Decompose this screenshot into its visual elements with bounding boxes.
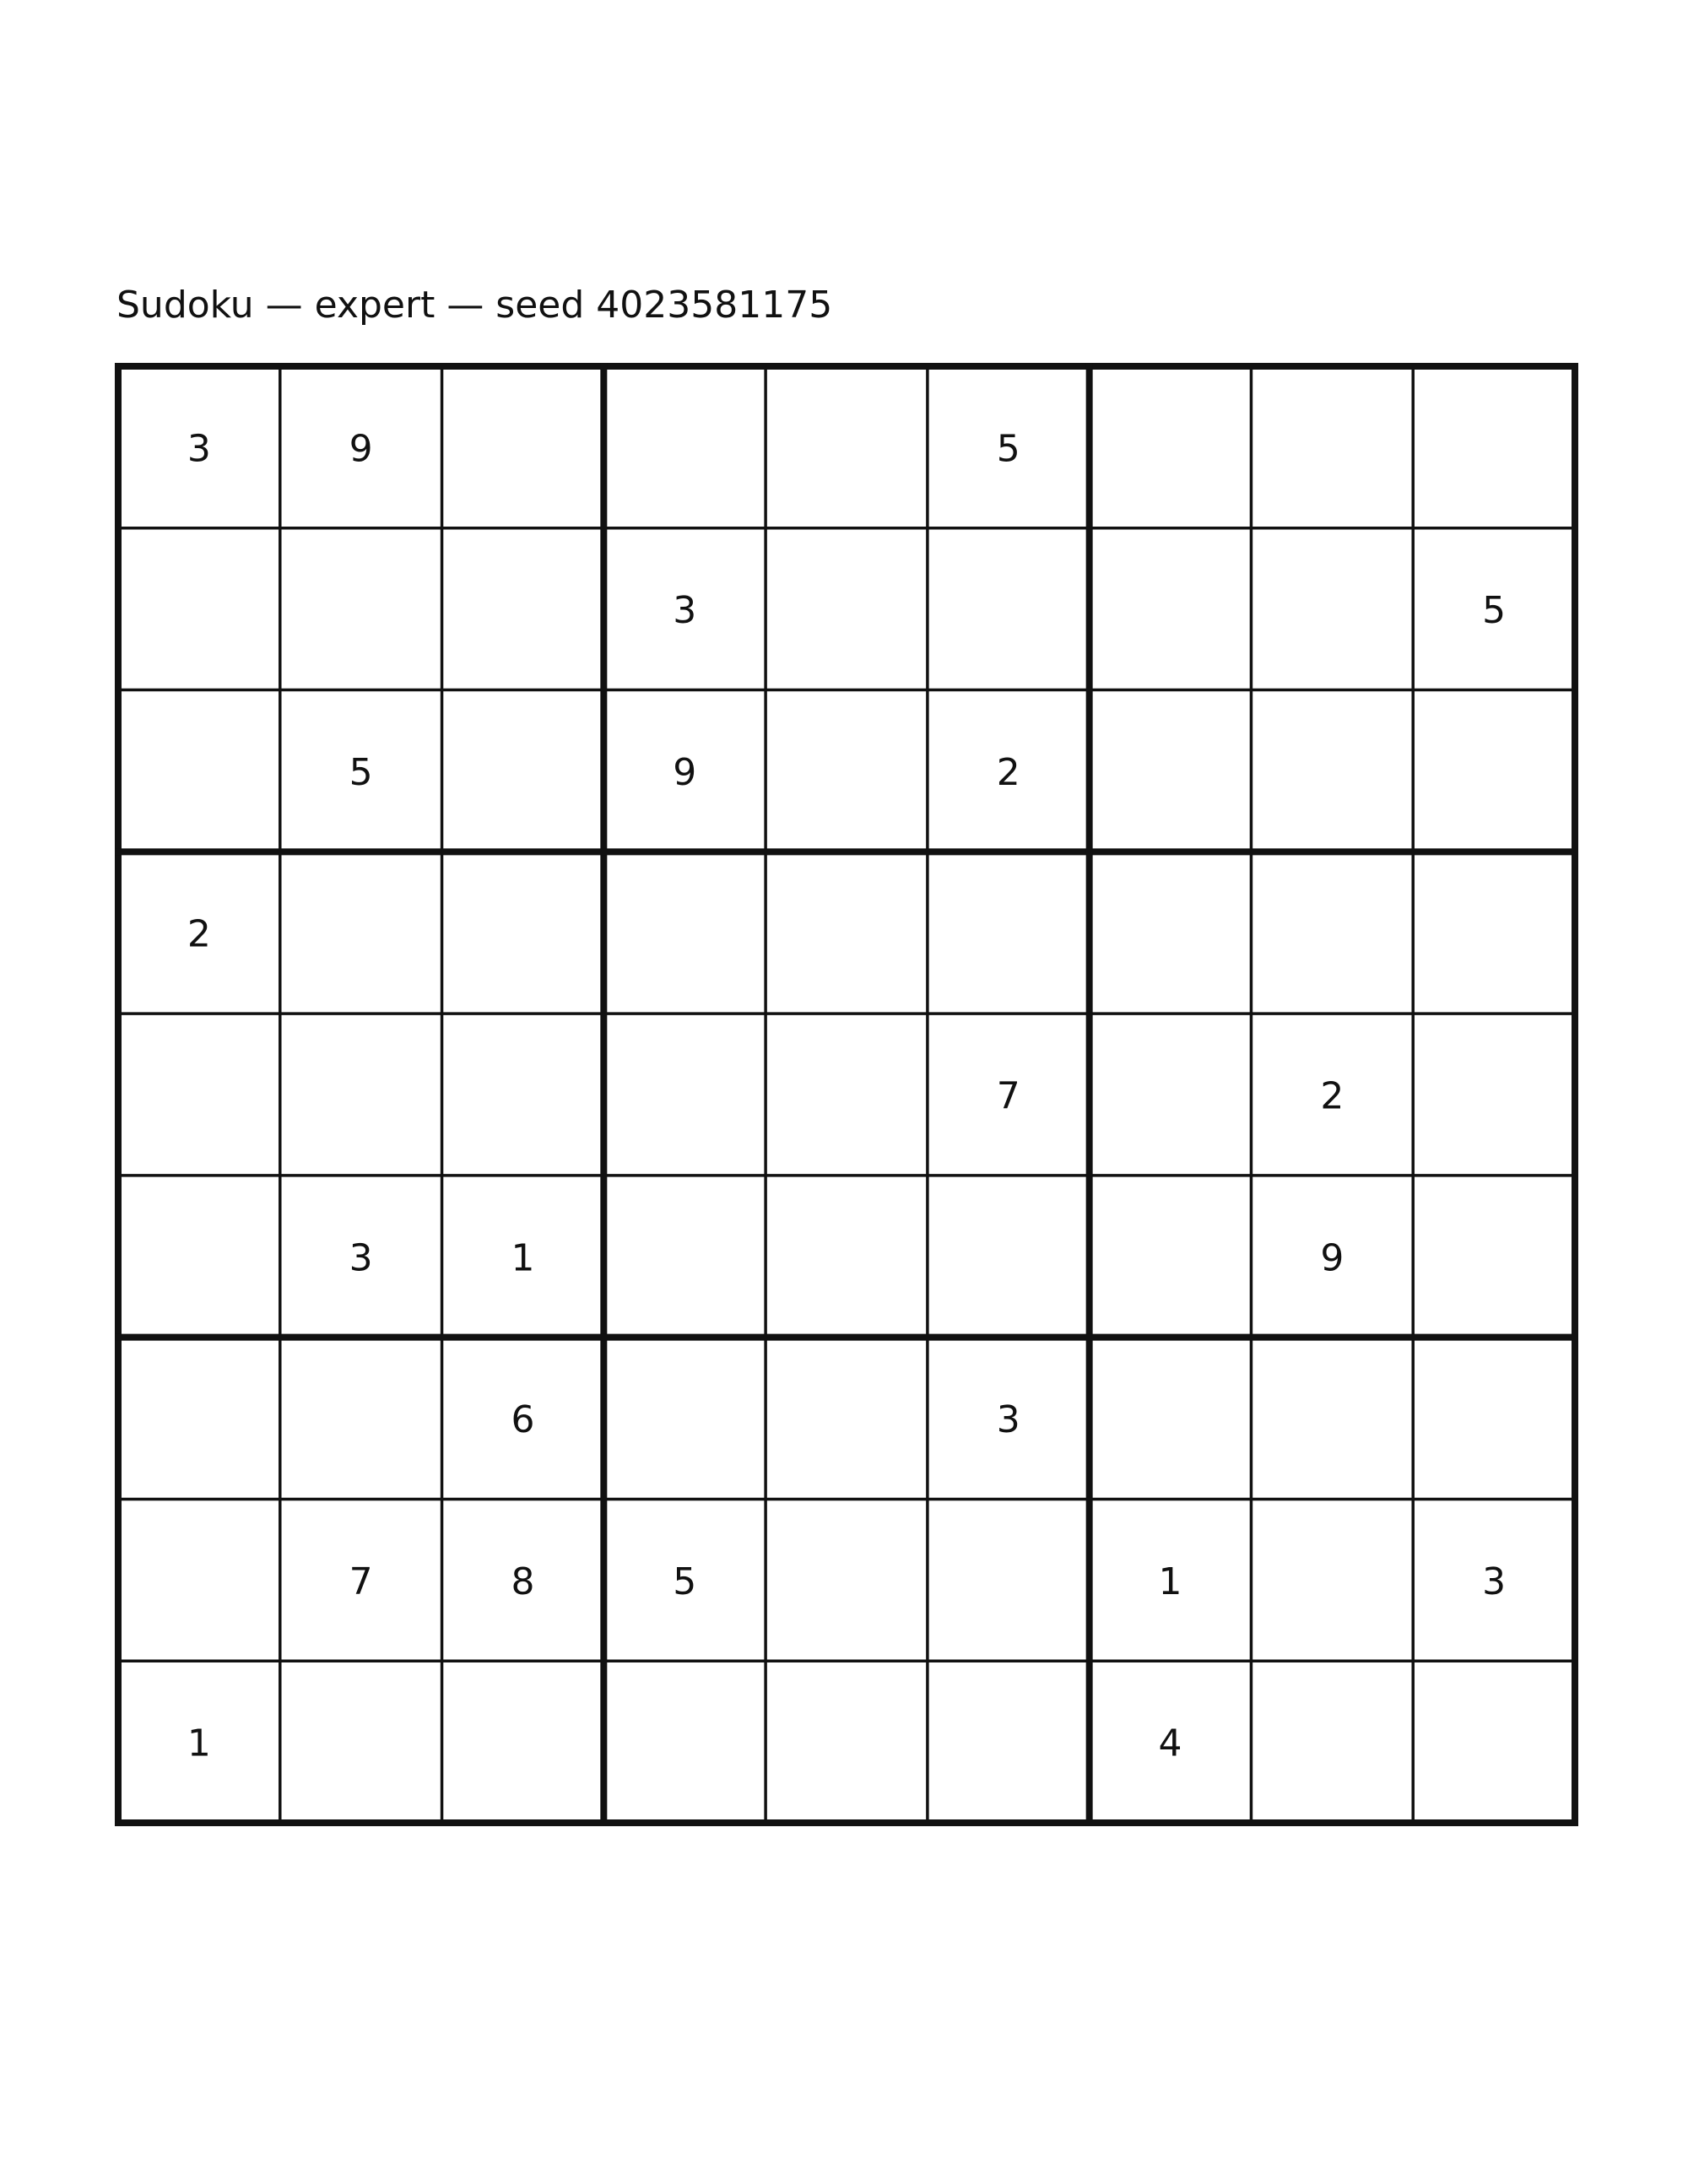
cell-r7-c1[interactable]: [118, 1338, 280, 1500]
given-digit: 3: [673, 589, 697, 633]
cell-r5-c3[interactable]: [442, 1014, 604, 1176]
cell-r4-c6[interactable]: [928, 851, 1090, 1014]
given-digit: 7: [996, 1074, 1020, 1118]
cell-r2-c2[interactable]: [280, 528, 442, 690]
given-digit: 9: [1320, 1236, 1344, 1280]
cell-r4-c5[interactable]: [766, 851, 928, 1014]
cell-r2-c7[interactable]: [1090, 528, 1252, 690]
cell-r9-c8[interactable]: [1251, 1661, 1413, 1823]
cell-r9-c2[interactable]: [280, 1661, 442, 1823]
given-digit: 9: [673, 750, 697, 794]
given-digit: 8: [511, 1560, 535, 1603]
cell-r1-c5[interactable]: [766, 366, 928, 528]
cell-r6-c5[interactable]: [766, 1176, 928, 1338]
cell-r3-c5[interactable]: [766, 690, 928, 852]
cell-r9-c5[interactable]: [766, 1661, 928, 1823]
given-digit: 1: [511, 1236, 535, 1280]
cell-r5-c2[interactable]: [280, 1014, 442, 1176]
cell-r4-c9[interactable]: [1413, 851, 1575, 1014]
cell-r2-c1[interactable]: [118, 528, 280, 690]
cell-r3-c1[interactable]: [118, 690, 280, 852]
cell-r7-c5[interactable]: [766, 1338, 928, 1500]
given-digit: 9: [349, 427, 373, 471]
cell-r9-c9[interactable]: [1413, 1661, 1575, 1823]
cell-r4-c4[interactable]: [603, 851, 766, 1014]
cell-r6-c4[interactable]: [603, 1176, 766, 1338]
cell-r6-c1[interactable]: [118, 1176, 280, 1338]
cell-r4-c8[interactable]: [1251, 851, 1413, 1014]
cell-r7-c8[interactable]: [1251, 1338, 1413, 1500]
given-digit: 2: [187, 912, 211, 956]
cell-r5-c1[interactable]: [118, 1014, 280, 1176]
cell-r9-c3[interactable]: [442, 1661, 604, 1823]
given-digit: 1: [1158, 1560, 1182, 1603]
puzzle-title: Sudoku — expert — seed 4023581175: [116, 284, 833, 327]
cell-r5-c9[interactable]: [1413, 1014, 1575, 1176]
cell-r4-c7[interactable]: [1090, 851, 1252, 1014]
given-digit: 5: [349, 750, 373, 794]
cell-r3-c8[interactable]: [1251, 690, 1413, 852]
given-digit: 2: [1320, 1074, 1344, 1118]
cell-r2-c3[interactable]: [442, 528, 604, 690]
cell-r2-c5[interactable]: [766, 528, 928, 690]
cell-r9-c4[interactable]: [603, 1661, 766, 1823]
cell-r4-c3[interactable]: [442, 851, 604, 1014]
given-digit: 3: [187, 427, 211, 471]
cell-r6-c9[interactable]: [1413, 1176, 1575, 1338]
cell-r8-c5[interactable]: [766, 1499, 928, 1661]
given-digit: 4: [1158, 1722, 1182, 1765]
cell-r2-c6[interactable]: [928, 528, 1090, 690]
cell-r3-c9[interactable]: [1413, 690, 1575, 852]
cell-r5-c4[interactable]: [603, 1014, 766, 1176]
given-digit: 3: [349, 1236, 373, 1280]
cell-r1-c9[interactable]: [1413, 366, 1575, 528]
cell-r7-c9[interactable]: [1413, 1338, 1575, 1500]
cell-r3-c3[interactable]: [442, 690, 604, 852]
cell-r3-c7[interactable]: [1090, 690, 1252, 852]
cell-r7-c7[interactable]: [1090, 1338, 1252, 1500]
cell-r4-c2[interactable]: [280, 851, 442, 1014]
given-digit: 3: [1482, 1560, 1507, 1603]
given-digit: 5: [1482, 589, 1507, 633]
cell-r9-c6[interactable]: [928, 1661, 1090, 1823]
cell-r1-c3[interactable]: [442, 366, 604, 528]
cell-r1-c4[interactable]: [603, 366, 766, 528]
cell-r5-c7[interactable]: [1090, 1014, 1252, 1176]
given-digit: 3: [996, 1398, 1020, 1442]
given-digit: 7: [349, 1560, 373, 1603]
cell-r7-c2[interactable]: [280, 1338, 442, 1500]
cell-r8-c1[interactable]: [118, 1499, 280, 1661]
given-digit: 6: [511, 1398, 535, 1442]
cell-r1-c7[interactable]: [1090, 366, 1252, 528]
cell-r8-c8[interactable]: [1251, 1499, 1413, 1661]
given-digit: 2: [996, 750, 1020, 794]
given-digit: 1: [187, 1722, 211, 1765]
cell-r6-c7[interactable]: [1090, 1176, 1252, 1338]
given-digit: 5: [673, 1560, 697, 1603]
cell-r5-c5[interactable]: [766, 1014, 928, 1176]
cell-r6-c6[interactable]: [928, 1176, 1090, 1338]
cell-r7-c4[interactable]: [603, 1338, 766, 1500]
cell-r8-c6[interactable]: [928, 1499, 1090, 1661]
given-digit: 5: [996, 427, 1020, 471]
cell-r2-c8[interactable]: [1251, 528, 1413, 690]
cell-r1-c8[interactable]: [1251, 366, 1413, 528]
